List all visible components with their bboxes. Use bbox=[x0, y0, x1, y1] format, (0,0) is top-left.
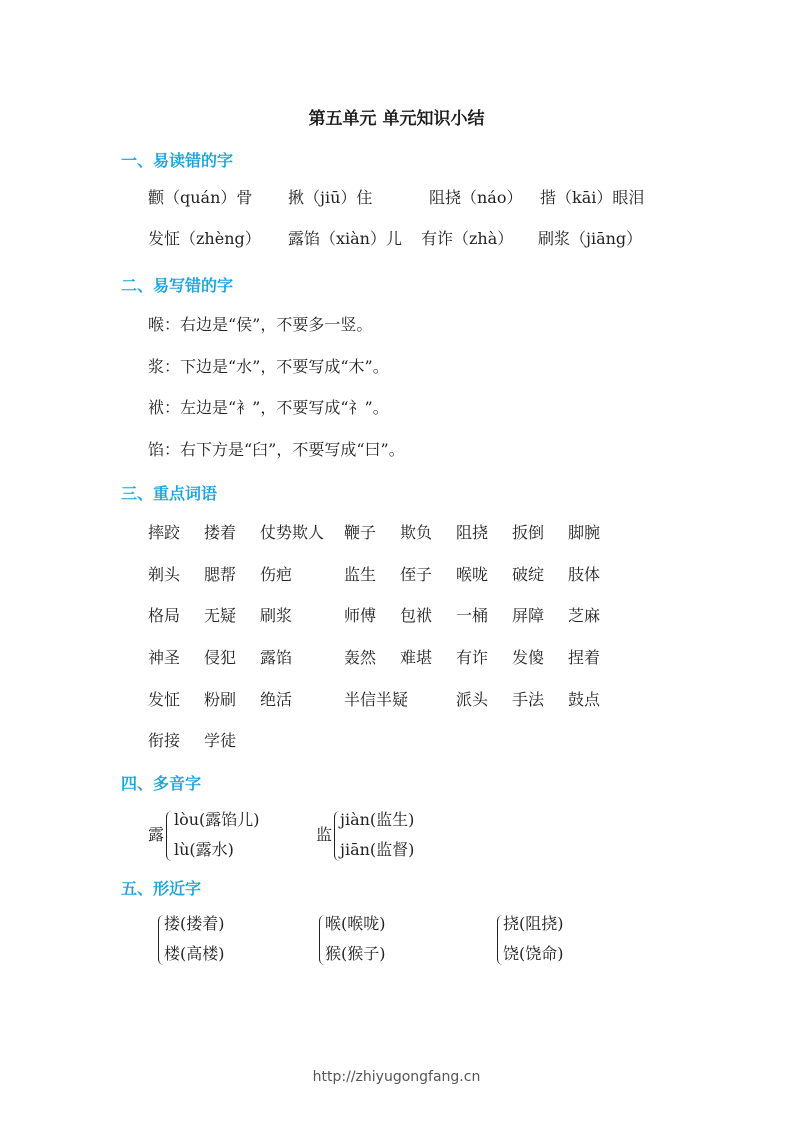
vocab-word: 摔跤 bbox=[148, 523, 181, 542]
section-heading-1: 一、易读错的字 bbox=[121, 151, 234, 170]
polyphone-reading: lù(露水) bbox=[174, 840, 234, 859]
vocab-word: 腮帮 bbox=[204, 565, 237, 584]
vocab-word: 破绽 bbox=[512, 565, 545, 584]
vocab-word: 粉刷 bbox=[204, 690, 237, 709]
similar-char: 喉(喉咙) bbox=[325, 914, 386, 933]
vocab-word: 阻挠 bbox=[456, 523, 489, 542]
similar-char: 楼(高楼) bbox=[164, 944, 225, 963]
vocab-word: 鼓点 bbox=[568, 690, 601, 709]
similar-char-group bbox=[319, 909, 439, 969]
vocab-word: 派头 bbox=[456, 690, 489, 709]
brace-icon bbox=[166, 811, 173, 861]
vocab-word: 手法 bbox=[512, 690, 545, 709]
vocab-word: 有诈 bbox=[456, 648, 489, 667]
vocab-word: 衔接 bbox=[148, 731, 181, 750]
section-heading-4: 四、多音字 bbox=[121, 774, 202, 793]
polyphone-char: 监 bbox=[316, 825, 333, 844]
similar-char-group bbox=[497, 909, 617, 969]
vocab-word: 芝麻 bbox=[568, 606, 601, 625]
section-heading-2: 二、易写错的字 bbox=[121, 276, 234, 295]
reading-item: 阻挠（náo） bbox=[429, 188, 523, 207]
similar-char: 挠(阻挠) bbox=[503, 914, 564, 933]
reading-item: 揪（jiū）住 bbox=[288, 188, 373, 207]
vocab-word: 绝活 bbox=[260, 690, 293, 709]
vocab-word: 一桶 bbox=[456, 606, 489, 625]
vocab-word: 监生 bbox=[344, 565, 377, 584]
vocab-word: 鞭子 bbox=[344, 523, 377, 542]
polyphone-reading: jiàn(监生) bbox=[340, 810, 415, 829]
vocab-word: 发傻 bbox=[512, 648, 545, 667]
reading-item: 揩（kāi）眼泪 bbox=[540, 188, 645, 207]
similar-char: 猴(猴子) bbox=[325, 944, 386, 963]
reading-item: 露馅（xiàn）儿 bbox=[288, 229, 402, 248]
vocab-word: 搂着 bbox=[204, 523, 237, 542]
vocab-word: 喉咙 bbox=[456, 565, 489, 584]
reading-item: 有诈（zhà） bbox=[421, 229, 514, 248]
vocab-word: 发怔 bbox=[148, 690, 181, 709]
page-title: 第五单元 单元知识小结 bbox=[308, 109, 485, 129]
writing-note: 馅：右下方是“臼”，不要写成“曰”。 bbox=[148, 440, 405, 459]
polyphone-group bbox=[316, 805, 466, 865]
vocab-word: 侵犯 bbox=[204, 648, 237, 667]
similar-char: 搂(搂着) bbox=[164, 914, 225, 933]
vocab-word: 刷浆 bbox=[260, 606, 293, 625]
writing-note: 浆：下边是“水”，不要写成“木”。 bbox=[148, 357, 389, 376]
similar-char-group bbox=[158, 909, 278, 969]
polyphone-char: 露 bbox=[148, 825, 165, 844]
vocab-word: 格局 bbox=[148, 606, 181, 625]
section-heading-3: 三、重点词语 bbox=[121, 484, 218, 503]
polyphone-group bbox=[148, 805, 298, 865]
vocab-word: 轰然 bbox=[344, 648, 377, 667]
footer-url[interactable]: http://zhiyugongfang.cn bbox=[312, 1069, 481, 1085]
vocab-word: 侄子 bbox=[400, 565, 433, 584]
vocab-word: 无疑 bbox=[204, 606, 237, 625]
writing-note: 袱：左边是“衤”，不要写成“礻”。 bbox=[148, 398, 389, 417]
vocab-word: 欺负 bbox=[400, 523, 433, 542]
vocab-word: 半信半疑 bbox=[344, 690, 409, 709]
similar-char: 饶(饶命) bbox=[503, 944, 564, 963]
vocab-word: 扳倒 bbox=[512, 523, 545, 542]
section-heading-5: 五、形近字 bbox=[121, 879, 202, 898]
polyphone-reading: lòu(露馅儿) bbox=[174, 810, 260, 829]
vocab-word: 露馅 bbox=[260, 648, 293, 667]
writing-note: 喉：右边是“侯”，不要多一竖。 bbox=[148, 315, 373, 334]
vocab-word: 仗势欺人 bbox=[260, 523, 325, 542]
reading-item: 颧（quán）骨 bbox=[148, 188, 253, 207]
vocab-word: 难堪 bbox=[400, 648, 433, 667]
reading-item: 发怔（zhèng） bbox=[148, 229, 261, 248]
vocab-word: 肢体 bbox=[568, 565, 601, 584]
vocab-word: 伤疤 bbox=[260, 565, 293, 584]
vocab-word: 屏障 bbox=[512, 606, 545, 625]
polyphone-reading: jiān(监督) bbox=[340, 840, 415, 859]
vocab-word: 学徒 bbox=[204, 731, 237, 750]
reading-item: 刷浆（jiāng） bbox=[538, 229, 643, 248]
vocab-word: 神圣 bbox=[148, 648, 181, 667]
vocab-word: 捏着 bbox=[568, 648, 601, 667]
vocab-word: 包袱 bbox=[400, 606, 433, 625]
vocab-word: 师傅 bbox=[344, 606, 377, 625]
vocab-word: 脚腕 bbox=[568, 523, 601, 542]
vocab-word: 剃头 bbox=[148, 565, 181, 584]
